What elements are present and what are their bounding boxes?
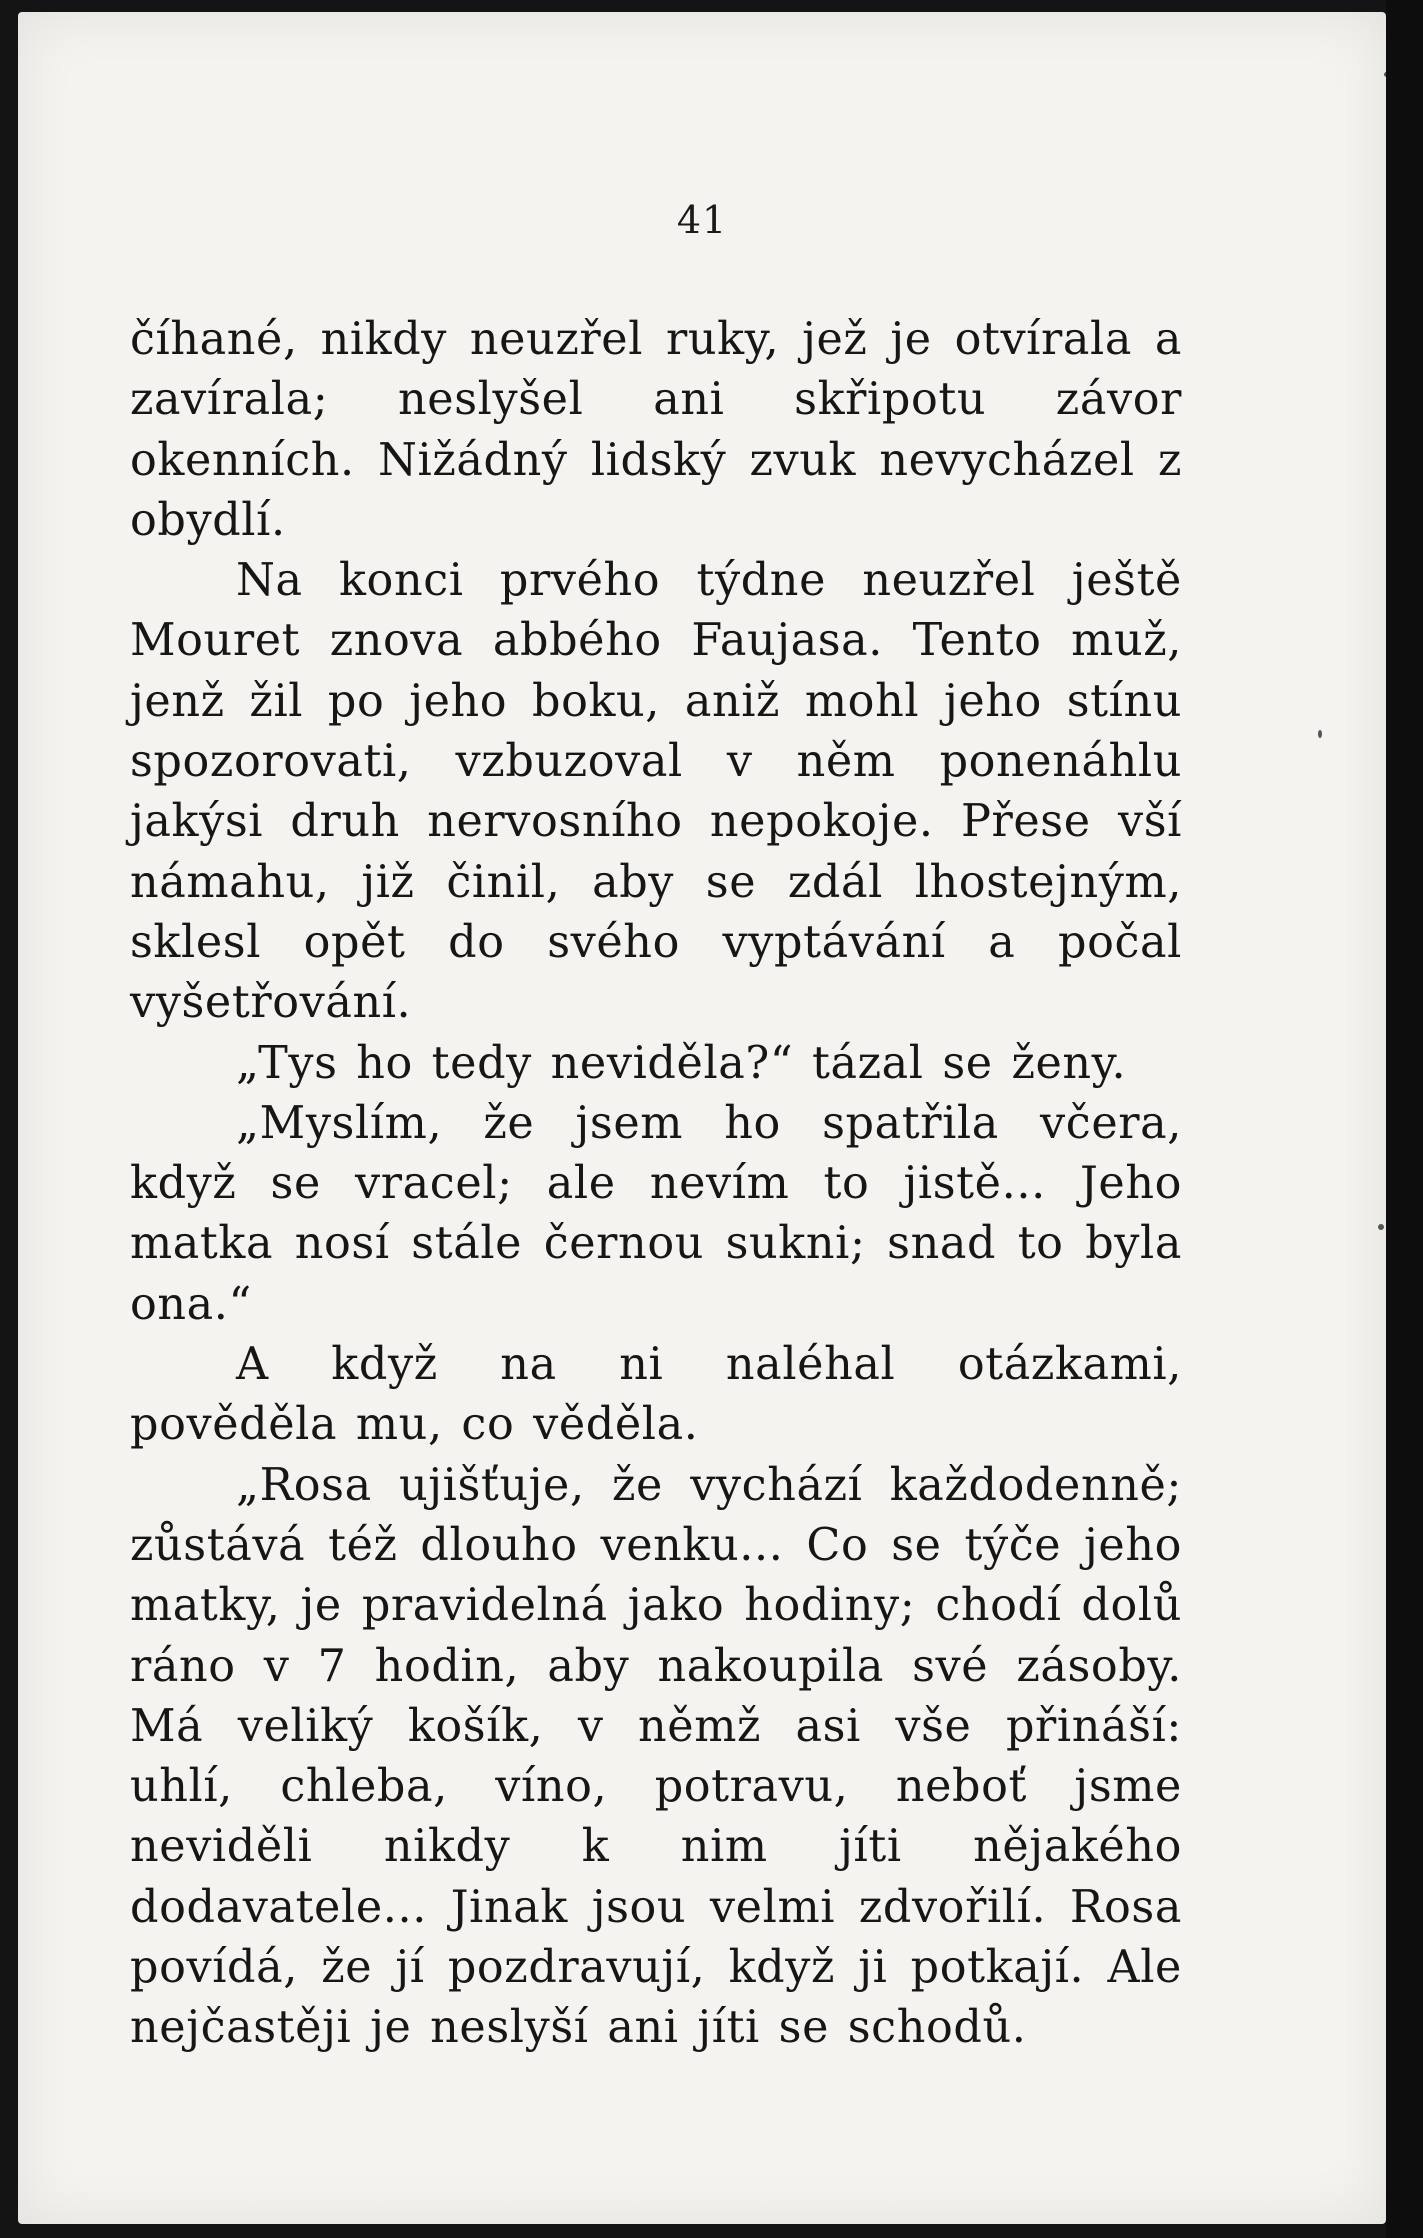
page-number: 41 — [676, 198, 728, 242]
scan-border — [1386, 0, 1423, 2238]
paragraph-6: „Rosa ujišťuje, že vychází každodenně; zůstává též dlouho venku... Co se týče jeho matky, je pravidelná jako hodiny; chodí dolů ráno v 7 hodin, aby nakoupila své zásoby. Má veliký košík, v němž asi vše přináší: uhlí, chleba, víno, potravu, neboť jsme neviděli nikdy k nim jíti nějakého dodavatele... Jinak jsou velmi zdvořilí. Rosa povídá, že jí pozdravují, když ji potkají. Ale nejčastěji je neslyší ani jíti se schodů. — [130, 1459, 1182, 2054]
paper-speck — [1378, 1224, 1384, 1230]
paragraph-1: číhané, nikdy neuzřel ruky, jež je otvírala a zavírala; neslyšel ani skřipotu závor okenních. Nižádný lidský zvuk nevycházel z obydlí. — [130, 314, 1182, 546]
paragraph-4: „Myslím, že jsem ho spatřila včera, když se vracel; ale nevím to jistě... Jeho matka nosí stále černou sukni; snad to byla ona.“ — [130, 1097, 1182, 1330]
paragraph-5: A když na ni naléhal otázkami, pověděla mu, co věděla. — [130, 1339, 1182, 1451]
book-page — [18, 12, 1386, 2224]
paragraph-3: „Tys ho tedy neviděla?“ tázal se ženy. — [236, 1037, 1127, 1089]
paper-speck — [1318, 730, 1322, 738]
paragraph-2: Na konci prvého týdne neuzřel ještě Mouret znova abbého Faujasa. Tento muž, jenž žil po jeho boku, aniž mohl jeho stínu spozorovati, vzbuzoval v něm ponenáhlu jakýsi druh nervosního nepokoje. Přese vší námahu, již činil, aby se zdál lhostejným, sklesl opět do svého vyptávání a počal vyšetřování. — [130, 555, 1182, 1029]
body-text — [130, 310, 1182, 2059]
